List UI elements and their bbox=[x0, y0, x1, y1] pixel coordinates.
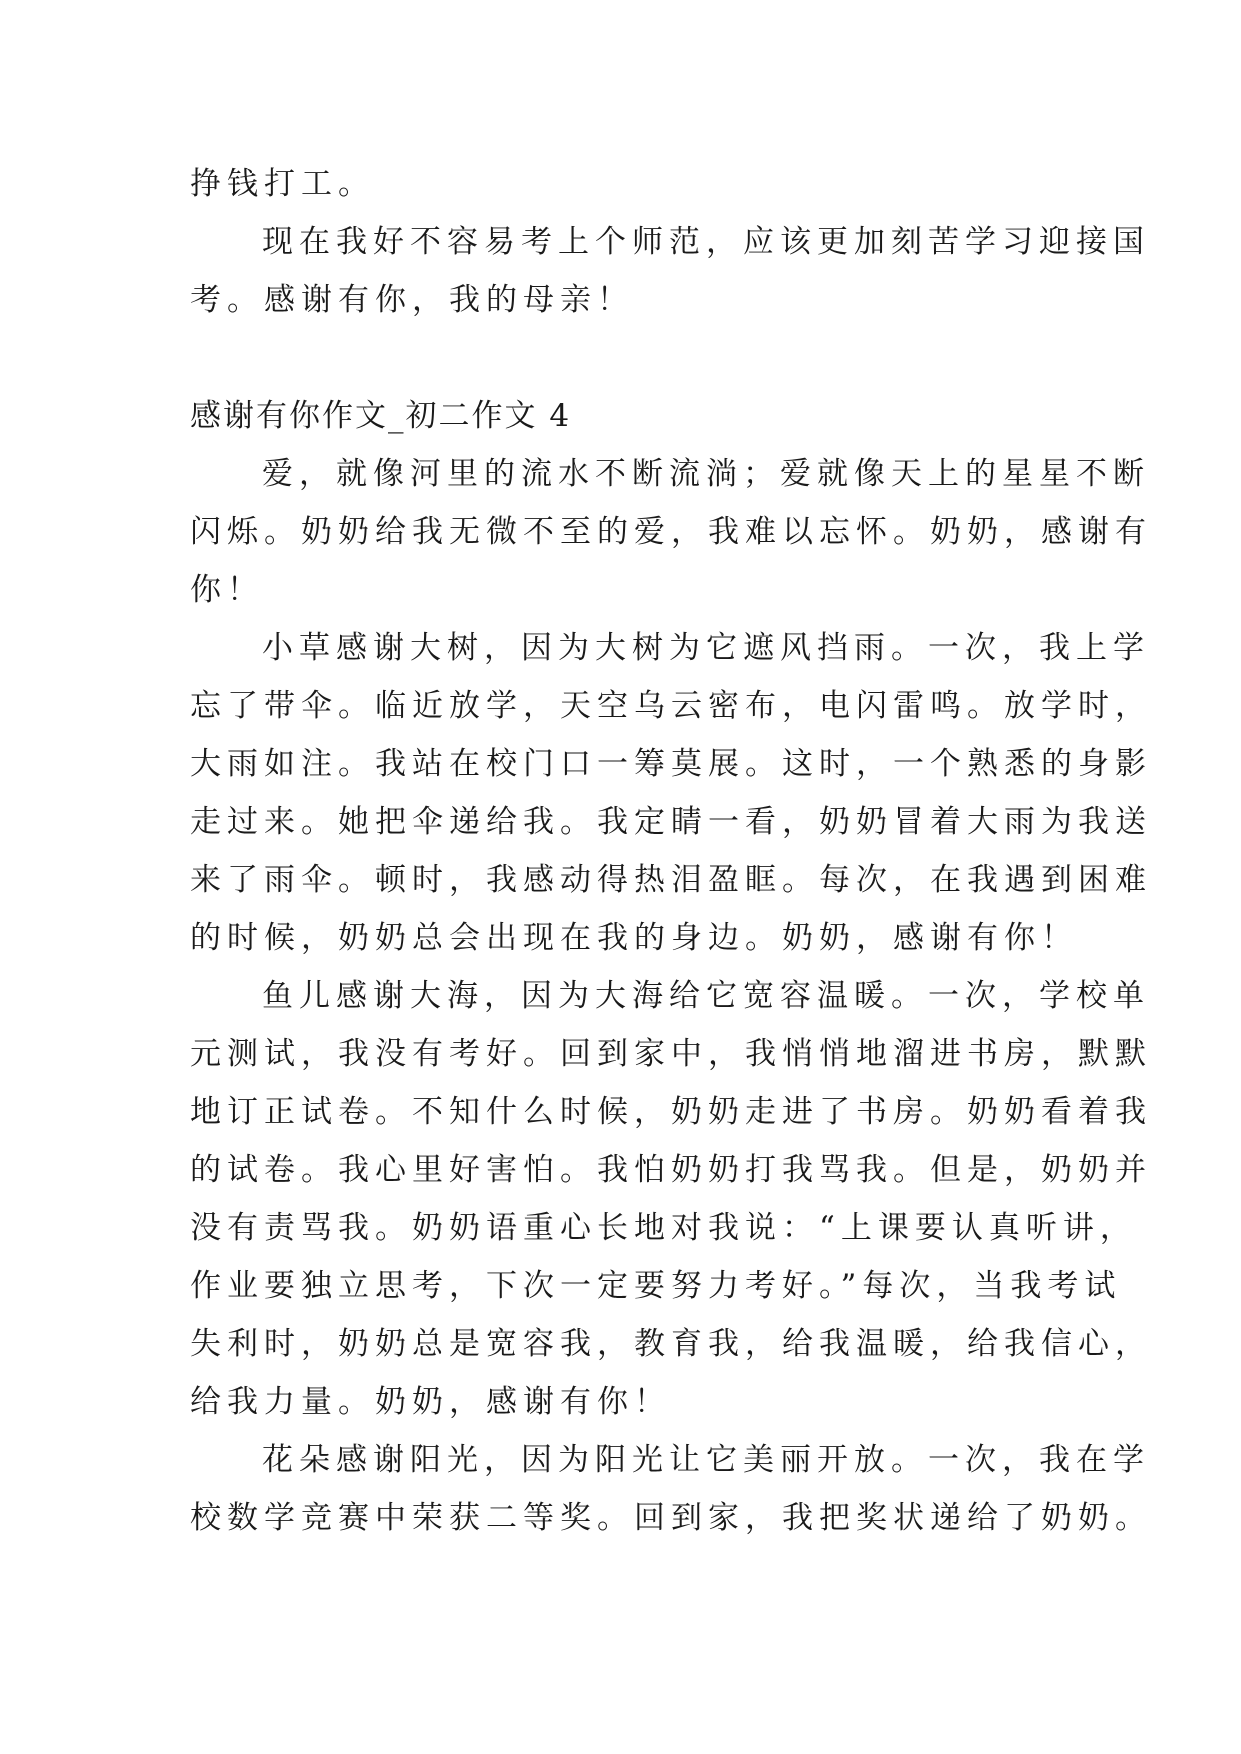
paragraph-first-line: 花朵感谢阳光，因为阳光让它美丽开放。一次，我在学 bbox=[262, 1442, 1150, 1478]
essay-body bbox=[190, 445, 1152, 1547]
text-line: 的时候，奶奶总会出现在我的身边。奶奶，感谢有你！ bbox=[190, 920, 1078, 956]
text-line: 元测试，我没有考好。回到家中，我悄悄地溜进书房，默默 bbox=[190, 1036, 1152, 1072]
paragraph-first-line: 爱，就像河里的流水不断流淌；爱就像天上的星星不断 bbox=[262, 456, 1150, 492]
text-line: 失利时，奶奶总是宽容我，教育我，给我温暖，给我信心， bbox=[190, 1326, 1152, 1362]
paragraph-first-line: 鱼儿感谢大海，因为大海给它宽容温暖。一次，学校单 bbox=[262, 978, 1150, 1014]
text-line: 没有责骂我。奶奶语重心长地对我说：“上课要认真听讲， bbox=[190, 1210, 1137, 1246]
document-body bbox=[190, 155, 1152, 1547]
text-line: 作业要独立思考，下次一定要努力考好。”每次，当我考试 bbox=[190, 1268, 1122, 1304]
text-line: 走过来。她把伞递给我。我定睛一看，奶奶冒着大雨为我送 bbox=[190, 804, 1152, 840]
text-line: 忘了带伞。临近放学，天空乌云密布，电闪雷鸣。放学时， bbox=[190, 688, 1152, 724]
text-line: 来了雨伞。顿时，我感动得热泪盈眶。每次，在我遇到困难 bbox=[190, 862, 1152, 898]
text-line: 你！ bbox=[190, 572, 264, 608]
text-line: 闪烁。奶奶给我无微不至的爱，我难以忘怀。奶奶，感谢有 bbox=[190, 514, 1152, 550]
text-line: 给我力量。奶奶，感谢有你！ bbox=[190, 1384, 671, 1420]
previous-essay-ending bbox=[190, 155, 1150, 329]
text-line: 考。感谢有你，我的母亲！ bbox=[190, 282, 634, 318]
section-gap bbox=[190, 329, 1070, 387]
text-line: 校数学竞赛中荣获二等奖。回到家，我把奖状递给了奶奶。 bbox=[190, 1500, 1152, 1536]
paragraph-first-line: 小草感谢大树，因为大树为它遮风挡雨。一次，我上学 bbox=[262, 630, 1150, 666]
text-line: 地订正试卷。不知什么时候，奶奶走进了书房。奶奶看着我 bbox=[190, 1094, 1152, 1130]
text-line: 挣钱打工。 bbox=[190, 166, 375, 202]
text-line: 的试卷。我心里好害怕。我怕奶奶打我骂我。但是，奶奶并 bbox=[190, 1152, 1152, 1188]
text-line: 大雨如注。我站在校门口一筹莫展。这时，一个熟悉的身影 bbox=[190, 746, 1152, 782]
essay-heading: 感谢有你作文_初二作文 4 bbox=[190, 398, 572, 434]
paragraph-first-line: 现在我好不容易考上个师范，应该更加刻苦学习迎接国 bbox=[262, 224, 1150, 260]
